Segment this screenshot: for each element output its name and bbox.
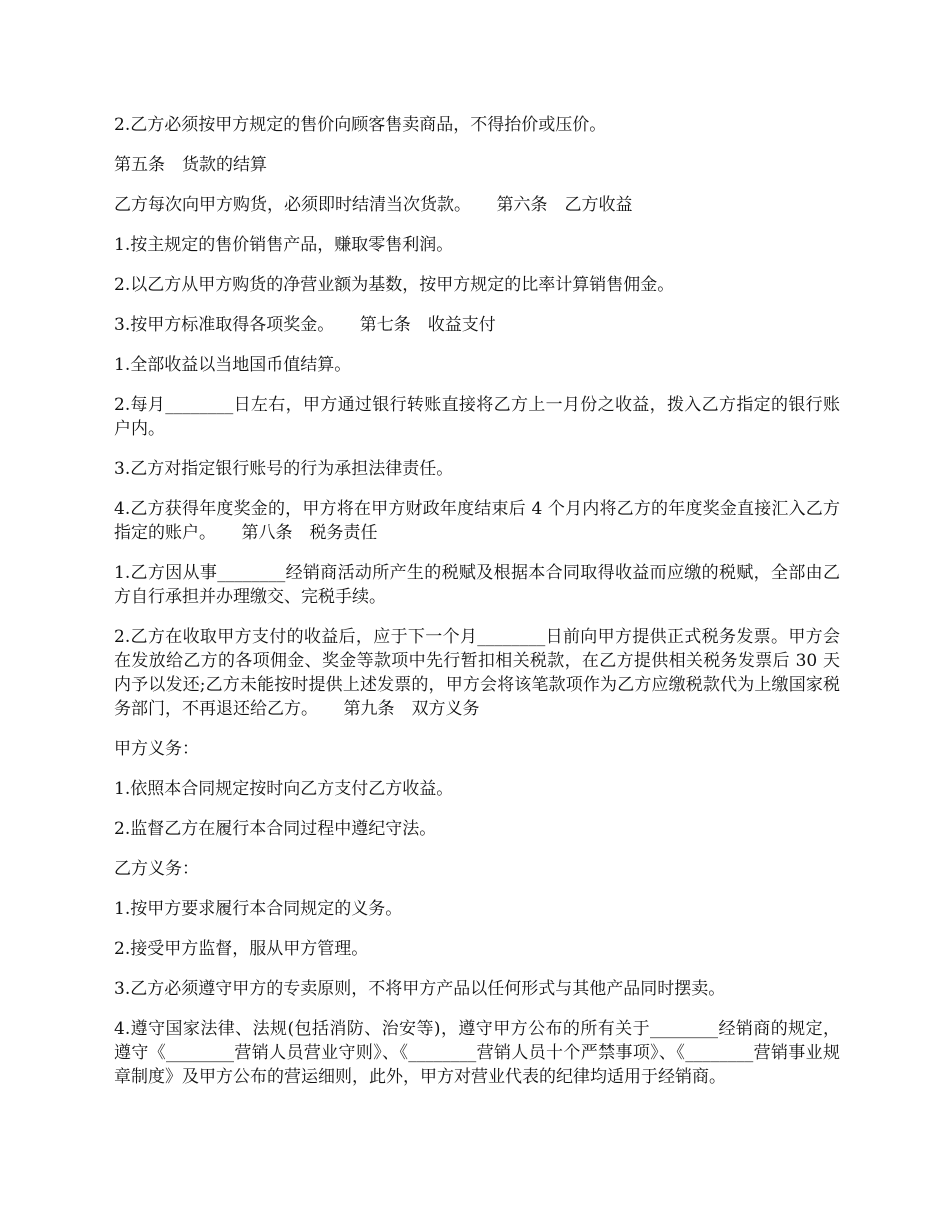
paragraph-10: 4.乙方获得年度奖金的，甲方将在甲方财政年度结束后 4 个月内将乙方的年度奖金直接汇入乙方指定的账户。 第八条 税务责任: [114, 499, 840, 543]
paragraph-15: 2.监督乙方在履行本合同过程中遵纪守法。: [114, 819, 437, 839]
paragraph-17: 1.按甲方要求履行本合同规定的义务。: [114, 899, 403, 919]
paragraph-20: 4.遵守国家法律、法规(包括消防、治安等)，遵守甲方公布的所有关于________经销商的规定，遵守《________营销人员营业守则》、《________营销人员十个严禁事项》、《________营销事业规章制度》及甲方公布的营运细则，此外，甲方对营业代表的纪律均适用于经销商。: [114, 1019, 840, 1087]
paragraph-7: 1.全部收益以当地国币值结算。: [114, 355, 352, 375]
paragraph-6: 3.按甲方标准取得各项奖金。 第七条 收益支付: [114, 315, 496, 335]
paragraph-11: 1.乙方因从事________经销商活动所产生的税赋及根据本合同取得收益而应缴的税赋，全部由乙方自行承担并办理缴交、完税手续。: [114, 563, 840, 607]
paragraph-5: 2.以乙方从甲方购货的净营业额为基数，按甲方规定的比率计算销售佣金。: [114, 275, 675, 295]
paragraph-18: 2.接受甲方监督，服从甲方管理。: [114, 939, 369, 959]
party-a-obligations-heading: 甲方义务：: [114, 739, 199, 759]
paragraph-3: 乙方每次向甲方购货，必须即时结清当次货款。 第六条 乙方收益: [114, 195, 633, 215]
paragraph-14: 1.依照本合同规定按时向乙方支付乙方收益。: [114, 779, 454, 799]
paragraph-19: 3.乙方必须遵守甲方的专卖原则，不将甲方产品以任何形式与其他产品同时摆卖。: [114, 979, 726, 999]
paragraph-4: 1.按主规定的售价销售产品，赚取零售利润。: [114, 235, 454, 255]
paragraph-9: 3.乙方对指定银行账号的行为承担法律责任。: [114, 459, 454, 479]
paragraph-12: 2.乙方在收取甲方支付的收益后，应于下一个月________日前向甲方提供正式税务发票。甲方会在发放给乙方的各项佣金、奖金等款项中先行暂扣相关税款，在乙方提供相关税务发票后 30 天内予以发还;乙方未能按时提供上述发票的，甲方会将该笔款项作为乙方应缴税款代为上缴国家税务部门，不再退还给乙方。 第九条 双方义务: [114, 627, 840, 719]
section-heading-5: 第五条 货款的结算: [114, 155, 267, 175]
party-b-obligations-heading: 乙方义务：: [114, 859, 199, 879]
paragraph-8: 2.每月________日左右，甲方通过银行转账直接将乙方上一月份之收益，拨入乙方指定的银行账户内。: [114, 395, 840, 439]
paragraph-1: 2.乙方必须按甲方规定的售价向顾客售卖商品，不得抬价或压价。: [114, 115, 607, 135]
document-page: [114, 113, 840, 1105]
